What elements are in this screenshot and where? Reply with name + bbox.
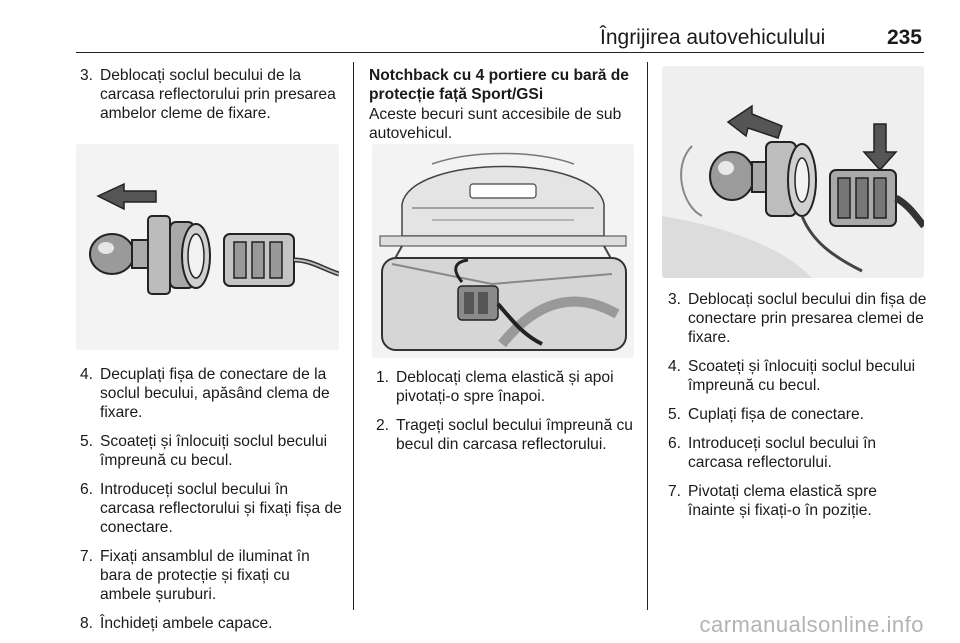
list-item [80, 480, 342, 537]
col1-figure [76, 144, 339, 350]
step-number: 1. [376, 369, 390, 386]
step-text: Scoateți și înlocuiți soclul becului împreună cu becul. [688, 358, 916, 394]
col2-figure [372, 144, 634, 358]
step-text: Cuplați fișa de conectare. [688, 406, 864, 423]
section-intro: Aceste becuri sunt accesibile de sub autovehicul. [369, 106, 622, 142]
step-number: 5. [80, 433, 94, 450]
step-number: 8. [80, 615, 94, 632]
section-heading: Notchback cu 4 portiere cu bară de protecție față Sport/GSi [369, 67, 629, 103]
col1-steps-bottom [80, 365, 342, 643]
step-number: 7. [668, 483, 682, 500]
list-item [80, 365, 342, 422]
header-rule [76, 52, 924, 53]
step-number: 7. [80, 548, 94, 565]
step-number: 6. [668, 435, 682, 452]
list-item [668, 434, 928, 472]
list-item [80, 614, 342, 633]
list-item [80, 66, 342, 123]
list-item [80, 547, 342, 604]
list-item [668, 357, 928, 395]
step-text: Decuplați fișa de conectare de la soclul becului, apăsând clema de fixare. [100, 366, 330, 421]
watermark: carmanualsonline.info [699, 612, 924, 637]
step-text: Scoateți și înlocuiți soclul becului împreună cu becul. [100, 433, 328, 469]
bumper-underside-inset-icon [382, 258, 626, 350]
step-number: 5. [668, 406, 682, 423]
step-text: Deblocați soclul becului de la carcasa reflectorului prin presarea ambelor cleme de fixare. [100, 67, 336, 122]
step-text: Pivotați clema elastică spre înainte și fixați-o în poziție. [688, 483, 877, 519]
step-text: Fixați ansamblul de iluminat în bara de protecție și fixați cu ambele șuruburi. [100, 548, 310, 603]
header-title: Îngrijirea autovehiculului [600, 26, 826, 49]
col3-figure [662, 66, 924, 278]
col2-steps [376, 368, 640, 464]
step-text: Introduceți soclul becului în carcasa reflectorului. [688, 435, 877, 471]
list-item [376, 416, 640, 454]
col1-steps-top [80, 66, 342, 133]
step-number: 3. [80, 67, 94, 84]
list-item [668, 482, 928, 520]
step-text: Deblocați clema elastică și apoi pivotați-o spre înapoi. [396, 369, 614, 405]
page-number: 235 [886, 26, 922, 49]
step-number: 4. [80, 366, 94, 383]
col3-steps [668, 290, 928, 530]
list-item [668, 290, 928, 347]
list-item [80, 432, 342, 470]
step-number: 2. [376, 417, 390, 434]
step-text: Trageți soclul becului împreună cu becul din carcasa reflectorului. [396, 417, 633, 453]
list-item [668, 405, 928, 424]
list-item [376, 368, 640, 406]
step-text: Închideți ambele capace. [100, 615, 273, 632]
step-number: 6. [80, 481, 94, 498]
step-text: Deblocați soclul becului din fișa de conectare prin presarea clemei de fixare. [688, 291, 927, 346]
step-number: 4. [668, 358, 682, 375]
step-number: 3. [668, 291, 682, 308]
column-divider-2 [647, 62, 648, 610]
step-text: Introduceți soclul becului în carcasa reflectorului și fixați fișa de conectare. [100, 481, 342, 536]
column-divider-1 [353, 62, 354, 610]
